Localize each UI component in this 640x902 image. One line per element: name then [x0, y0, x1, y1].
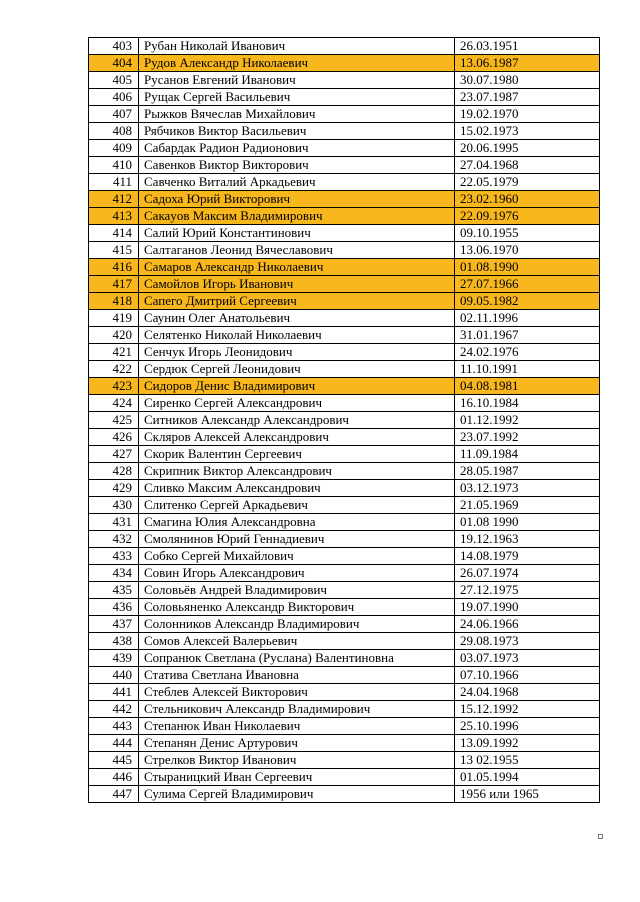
birth-date-cell: 24.06.1966: [455, 616, 600, 633]
full-name-cell: Рудов Александр Николаевич: [139, 55, 455, 72]
full-name-cell: Саунин Олег Анатольевич: [139, 310, 455, 327]
table-row: [89, 514, 600, 531]
birth-date-cell: 27.12.1975: [455, 582, 600, 599]
table-row: [89, 429, 600, 446]
birth-date-cell: 27.07.1966: [455, 276, 600, 293]
birth-date-cell: 26.03.1951: [455, 38, 600, 55]
row-number-cell: 428: [89, 463, 139, 480]
birth-date-cell: 01.08.1990: [455, 259, 600, 276]
birth-date-cell: 11.09.1984: [455, 446, 600, 463]
row-number-cell: 419: [89, 310, 139, 327]
table-row: [89, 38, 600, 55]
birth-date-cell: 07.10.1966: [455, 667, 600, 684]
birth-date-cell: 01.05.1994: [455, 769, 600, 786]
birth-date-cell: 13 02.1955: [455, 752, 600, 769]
row-number-cell: 434: [89, 565, 139, 582]
birth-date-cell: 31.01.1967: [455, 327, 600, 344]
table-row: [89, 157, 600, 174]
table-row: [89, 293, 600, 310]
birth-date-cell: 13.09.1992: [455, 735, 600, 752]
row-number-cell: 438: [89, 633, 139, 650]
row-number-cell: 444: [89, 735, 139, 752]
row-number-cell: 417: [89, 276, 139, 293]
full-name-cell: Скляров Алексей Александрович: [139, 429, 455, 446]
full-name-cell: Рущак Сергей Васильевич: [139, 89, 455, 106]
full-name-cell: Сенчук Игорь Леонидович: [139, 344, 455, 361]
row-number-cell: 403: [89, 38, 139, 55]
birth-date-cell: 20.06.1995: [455, 140, 600, 157]
registry-table-body: [89, 38, 600, 803]
row-number-cell: 435: [89, 582, 139, 599]
full-name-cell: Русанов Евгений Иванович: [139, 72, 455, 89]
full-name-cell: Стрелков Виктор Иванович: [139, 752, 455, 769]
full-name-cell: Савченко Виталий Аркадьевич: [139, 174, 455, 191]
row-number-cell: 407: [89, 106, 139, 123]
full-name-cell: Слитенко Сергей Аркадьевич: [139, 497, 455, 514]
row-number-cell: 415: [89, 242, 139, 259]
table-row: [89, 225, 600, 242]
birth-date-cell: 28.05.1987: [455, 463, 600, 480]
full-name-cell: Скорик Валентин Сергеевич: [139, 446, 455, 463]
birth-date-cell: 23.02.1960: [455, 191, 600, 208]
full-name-cell: Сулима Сергей Владимирович: [139, 786, 455, 803]
row-number-cell: 437: [89, 616, 139, 633]
birth-date-cell: 15.02.1973: [455, 123, 600, 140]
table-row: [89, 735, 600, 752]
table-row: [89, 327, 600, 344]
full-name-cell: Стеблев Алексей Викторович: [139, 684, 455, 701]
full-name-cell: Сапего Дмитрий Сергеевич: [139, 293, 455, 310]
row-number-cell: 427: [89, 446, 139, 463]
row-number-cell: 423: [89, 378, 139, 395]
full-name-cell: Салтаганов Леонид Вячеславович: [139, 242, 455, 259]
full-name-cell: Сидоров Денис Владимирович: [139, 378, 455, 395]
table-row: [89, 344, 600, 361]
full-name-cell: Степанян Денис Артурович: [139, 735, 455, 752]
birth-date-cell: 14.08.1979: [455, 548, 600, 565]
registry-table: [88, 37, 600, 803]
birth-date-cell: 25.10.1996: [455, 718, 600, 735]
full-name-cell: Скрипник Виктор Александрович: [139, 463, 455, 480]
row-number-cell: 405: [89, 72, 139, 89]
row-number-cell: 414: [89, 225, 139, 242]
birth-date-cell: 01.08 1990: [455, 514, 600, 531]
birth-date-cell: 22.09.1976: [455, 208, 600, 225]
row-number-cell: 412: [89, 191, 139, 208]
row-number-cell: 433: [89, 548, 139, 565]
full-name-cell: Степанюк Иван Николаевич: [139, 718, 455, 735]
birth-date-cell: 19.02.1970: [455, 106, 600, 123]
full-name-cell: Сомов Алексей Валерьевич: [139, 633, 455, 650]
row-number-cell: 413: [89, 208, 139, 225]
birth-date-cell: 22.05.1979: [455, 174, 600, 191]
birth-date-cell: 09.10.1955: [455, 225, 600, 242]
table-row: [89, 718, 600, 735]
full-name-cell: Совин Игорь Александрович: [139, 565, 455, 582]
full-name-cell: Салий Юрий Константинович: [139, 225, 455, 242]
row-number-cell: 411: [89, 174, 139, 191]
row-number-cell: 445: [89, 752, 139, 769]
table-row: [89, 633, 600, 650]
table-row: [89, 667, 600, 684]
full-name-cell: Рябчиков Виктор Васильевич: [139, 123, 455, 140]
row-number-cell: 442: [89, 701, 139, 718]
full-name-cell: Смагина Юлия Александровна: [139, 514, 455, 531]
table-row: [89, 140, 600, 157]
table-end-marker: [598, 834, 603, 839]
row-number-cell: 408: [89, 123, 139, 140]
birth-date-cell: 23.07.1992: [455, 429, 600, 446]
row-number-cell: 416: [89, 259, 139, 276]
birth-date-cell: 01.12.1992: [455, 412, 600, 429]
full-name-cell: Селятенко Николай Николаевич: [139, 327, 455, 344]
full-name-cell: Рыжков Вячеслав Михайлович: [139, 106, 455, 123]
full-name-cell: Статива Светлана Ивановна: [139, 667, 455, 684]
birth-date-cell: 15.12.1992: [455, 701, 600, 718]
full-name-cell: Сиренко Сергей Александрович: [139, 395, 455, 412]
table-row: [89, 480, 600, 497]
table-row: [89, 55, 600, 72]
table-row: [89, 786, 600, 803]
birth-date-cell: 27.04.1968: [455, 157, 600, 174]
table-row: [89, 208, 600, 225]
birth-date-cell: 13.06.1987: [455, 55, 600, 72]
table-row: [89, 106, 600, 123]
row-number-cell: 443: [89, 718, 139, 735]
table-row: [89, 752, 600, 769]
row-number-cell: 421: [89, 344, 139, 361]
table-row: [89, 684, 600, 701]
birth-date-cell: 24.02.1976: [455, 344, 600, 361]
full-name-cell: Сердюк Сергей Леонидович: [139, 361, 455, 378]
row-number-cell: 418: [89, 293, 139, 310]
row-number-cell: 446: [89, 769, 139, 786]
full-name-cell: Самаров Александр Николаевич: [139, 259, 455, 276]
table-row: [89, 548, 600, 565]
table-row: [89, 395, 600, 412]
birth-date-cell: 29.08.1973: [455, 633, 600, 650]
row-number-cell: 429: [89, 480, 139, 497]
table-row: [89, 276, 600, 293]
full-name-cell: Рубан Николай Иванович: [139, 38, 455, 55]
full-name-cell: Смолянинов Юрий Геннадиевич: [139, 531, 455, 548]
birth-date-cell: 1956 или 1965: [455, 786, 600, 803]
table-row: [89, 259, 600, 276]
birth-date-cell: 03.12.1973: [455, 480, 600, 497]
birth-date-cell: 19.07.1990: [455, 599, 600, 616]
row-number-cell: 440: [89, 667, 139, 684]
table-row: [89, 565, 600, 582]
table-row: [89, 72, 600, 89]
birth-date-cell: 11.10.1991: [455, 361, 600, 378]
table-row: [89, 599, 600, 616]
full-name-cell: Стельникович Александр Владимирович: [139, 701, 455, 718]
row-number-cell: 422: [89, 361, 139, 378]
row-number-cell: 404: [89, 55, 139, 72]
row-number-cell: 425: [89, 412, 139, 429]
full-name-cell: Стыраницкий Иван Сергеевич: [139, 769, 455, 786]
table-row: [89, 616, 600, 633]
table-row: [89, 446, 600, 463]
table-row: [89, 701, 600, 718]
full-name-cell: Собко Сергей Михайлович: [139, 548, 455, 565]
table-row: [89, 191, 600, 208]
full-name-cell: Сабардак Радион Радионович: [139, 140, 455, 157]
birth-date-cell: 09.05.1982: [455, 293, 600, 310]
birth-date-cell: 21.05.1969: [455, 497, 600, 514]
row-number-cell: 420: [89, 327, 139, 344]
full-name-cell: Соловьёв Андрей Владимирович: [139, 582, 455, 599]
table-row: [89, 769, 600, 786]
row-number-cell: 441: [89, 684, 139, 701]
table-row: [89, 497, 600, 514]
row-number-cell: 426: [89, 429, 139, 446]
table-row: [89, 582, 600, 599]
row-number-cell: 406: [89, 89, 139, 106]
table-row: [89, 412, 600, 429]
row-number-cell: 410: [89, 157, 139, 174]
row-number-cell: 430: [89, 497, 139, 514]
row-number-cell: 447: [89, 786, 139, 803]
table-row: [89, 123, 600, 140]
full-name-cell: Сакаyов Максим Владимирович: [139, 208, 455, 225]
table-row: [89, 650, 600, 667]
row-number-cell: 436: [89, 599, 139, 616]
table-row: [89, 531, 600, 548]
table-row: [89, 310, 600, 327]
row-number-cell: 431: [89, 514, 139, 531]
birth-date-cell: 16.10.1984: [455, 395, 600, 412]
row-number-cell: 432: [89, 531, 139, 548]
table-row: [89, 89, 600, 106]
full-name-cell: Ситников Александр Александрович: [139, 412, 455, 429]
birth-date-cell: 23.07.1987: [455, 89, 600, 106]
full-name-cell: Садоха Юрий Викторович: [139, 191, 455, 208]
birth-date-cell: 26.07.1974: [455, 565, 600, 582]
full-name-cell: Савенков Виктор Викторович: [139, 157, 455, 174]
table-row: [89, 174, 600, 191]
table-row: [89, 378, 600, 395]
full-name-cell: Сопранюк Светлана (Руслана) Валентиновна: [139, 650, 455, 667]
full-name-cell: Солонников Александр Владимирович: [139, 616, 455, 633]
full-name-cell: Соловьяненко Александр Викторович: [139, 599, 455, 616]
table-row: [89, 463, 600, 480]
row-number-cell: 409: [89, 140, 139, 157]
birth-date-cell: 02.11.1996: [455, 310, 600, 327]
table-row: [89, 242, 600, 259]
row-number-cell: 424: [89, 395, 139, 412]
birth-date-cell: 13.06.1970: [455, 242, 600, 259]
row-number-cell: 439: [89, 650, 139, 667]
birth-date-cell: 19.12.1963: [455, 531, 600, 548]
birth-date-cell: 03.07.1973: [455, 650, 600, 667]
table-row: [89, 361, 600, 378]
full-name-cell: Самойлов Игорь Иванович: [139, 276, 455, 293]
birth-date-cell: 30.07.1980: [455, 72, 600, 89]
full-name-cell: Сливко Максим Александрович: [139, 480, 455, 497]
birth-date-cell: 04.08.1981: [455, 378, 600, 395]
birth-date-cell: 24.04.1968: [455, 684, 600, 701]
